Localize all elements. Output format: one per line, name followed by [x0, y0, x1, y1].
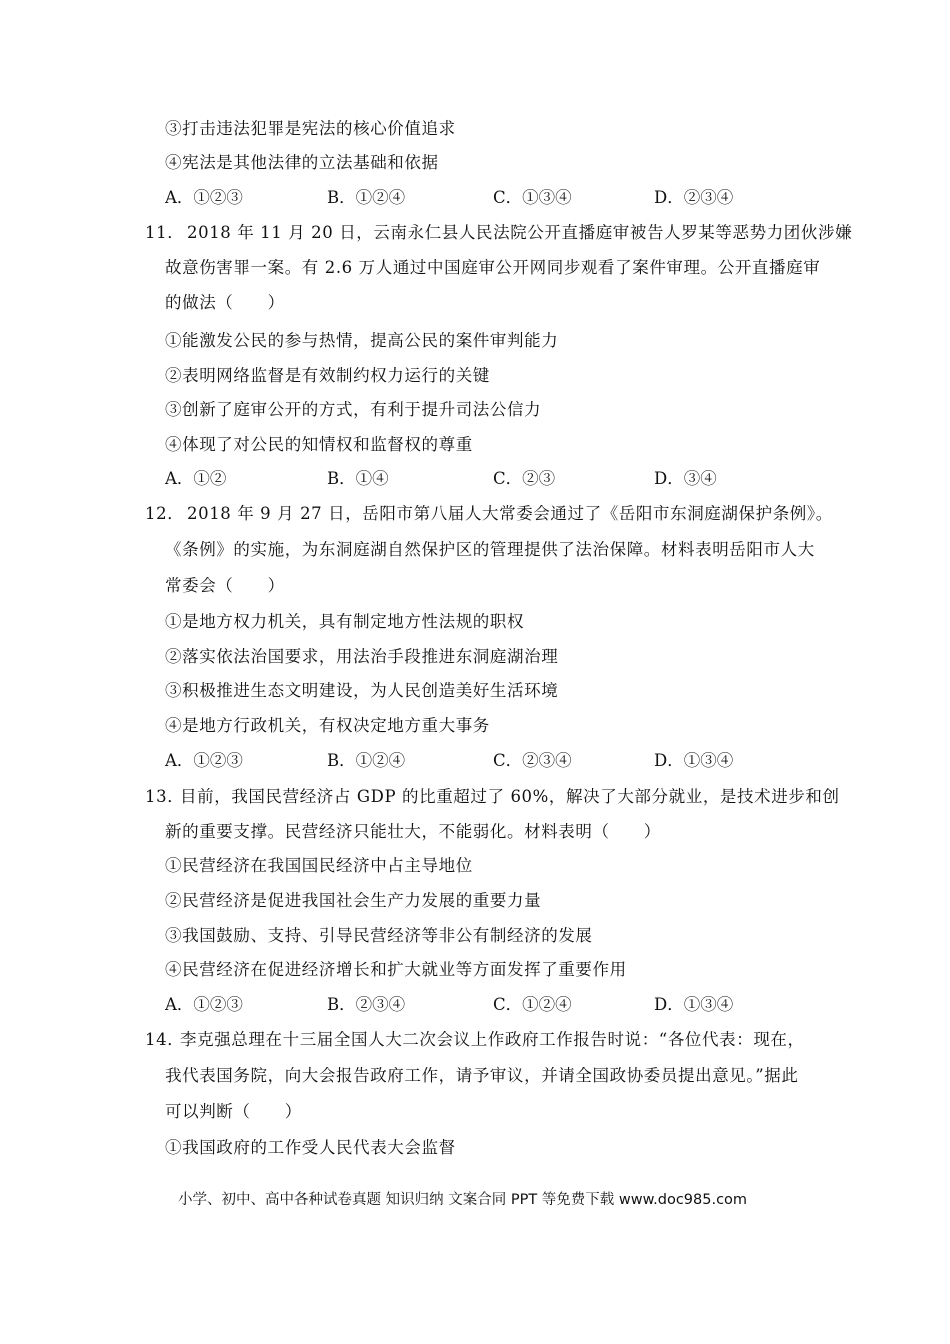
q13-item-2: ②民营经济是促进我国社会生产力发展的重要力量 — [165, 891, 542, 910]
q11-option-c: C．②③ — [493, 469, 556, 488]
q11-number: 11． — [145, 223, 185, 242]
q12-item-1: ①是地方权力机关，具有制定地方性法规的职权 — [165, 612, 525, 631]
q12-stem-line-1: 2018 年 9 月 27 日，岳阳市第八届人大常委会通过了《岳阳市东洞庭湖保护条例》。 — [187, 504, 833, 523]
q12-option-a: A．①②③ — [165, 751, 243, 770]
q10-option-d: D．②③④ — [654, 188, 734, 207]
q13-item-1: ①民营经济在我国国民经济中占主导地位 — [165, 856, 473, 875]
q13-item-4: ④民营经济在促进经济增长和扩大就业等方面发挥了重要作用 — [165, 960, 627, 979]
q14-number: 14． — [145, 1030, 185, 1049]
q11-item-3: ③创新了庭审公开的方式，有利于提升司法公信力 — [165, 400, 542, 419]
q12-number: 12． — [145, 504, 185, 523]
q12-option-b: B．①②④ — [327, 751, 406, 770]
q13-option-d: D．①③④ — [654, 995, 734, 1014]
q13-option-b: B．②③④ — [327, 995, 406, 1014]
q12-item-4: ④是地方行政机关，有权决定地方重大事务 — [165, 716, 490, 735]
q10-item-3: ③打击违法犯罪是宪法的核心价值追求 — [165, 119, 456, 138]
q11-option-b: B．①④ — [327, 469, 389, 488]
q12-option-c: C．②③④ — [493, 751, 572, 770]
q13-item-3: ③我国鼓励、支持、引导民营经济等非公有制经济的发展 — [165, 926, 593, 945]
q11-option-d: D．③④ — [654, 469, 717, 488]
q13-stem-line-1: 目前，我国民营经济占 GDP 的比重超过了 60%，解决了大部分就业，是技术进步和创 — [180, 787, 840, 806]
q13-option-a: A．①②③ — [165, 995, 243, 1014]
q10-option-c: C．①③④ — [493, 188, 572, 207]
q12-item-3: ③积极推进生态文明建设，为人民创造美好生活环境 — [165, 681, 559, 700]
page-footer: 小学、初中、高中各种试卷真题 知识归纳 文案合同 PPT 等免费下载 www.doc985.com — [178, 1192, 748, 1208]
q11-item-4: ④体现了对公民的知情权和监督权的尊重 — [165, 435, 473, 454]
q10-item-4: ④宪法是其他法律的立法基础和依据 — [165, 153, 439, 172]
q13-number: 13． — [145, 787, 185, 806]
q12-stem-line-2: 《条例》的实施，为东洞庭湖自然保护区的管理提供了法治保障。材料表明岳阳市人大 — [165, 540, 815, 559]
q10-option-b: B．①②④ — [327, 188, 406, 207]
q12-stem-line-3: 常委会（ ） — [165, 576, 285, 595]
q11-stem-line-3: 的做法（ ） — [165, 293, 285, 312]
q14-item-1: ①我国政府的工作受人民代表大会监督 — [165, 1138, 456, 1157]
q11-stem-line-2: 故意伤害罪一案。有 2.6 万人通过中国庭审公开网同步观看了案件审理。公开直播庭审 — [165, 258, 821, 277]
q10-option-a: A．①②③ — [165, 188, 243, 207]
q12-item-2: ②落实依法治国要求，用法治手段推进东洞庭湖治理 — [165, 647, 559, 666]
q13-option-c: C．①②④ — [493, 995, 572, 1014]
q12-option-d: D．①③④ — [654, 751, 734, 770]
q11-stem-line-1: 2018 年 11 月 20 日，云南永仁县人民法院公开直播庭审被告人罗某等恶势力团伙涉嫌 — [187, 223, 853, 242]
q14-stem-line-2: 我代表国务院，向大会报告政府工作，请予审议，并请全国政协委员提出意见。”据此 — [165, 1066, 799, 1085]
q14-stem-line-3: 可以判断（ ） — [165, 1102, 302, 1121]
q11-item-2: ②表明网络监督是有效制约权力运行的关键 — [165, 366, 490, 385]
q11-option-a: A．①② — [165, 469, 227, 488]
q13-stem-line-2: 新的重要支撑。民营经济只能壮大，不能弱化。材料表明（ ） — [165, 822, 661, 841]
q11-item-1: ①能激发公民的参与热情，提高公民的案件审判能力 — [165, 331, 559, 350]
q14-stem-line-1: 李克强总理在十三届全国人大二次会议上作政府工作报告时说：“各位代表：现在， — [180, 1030, 805, 1049]
